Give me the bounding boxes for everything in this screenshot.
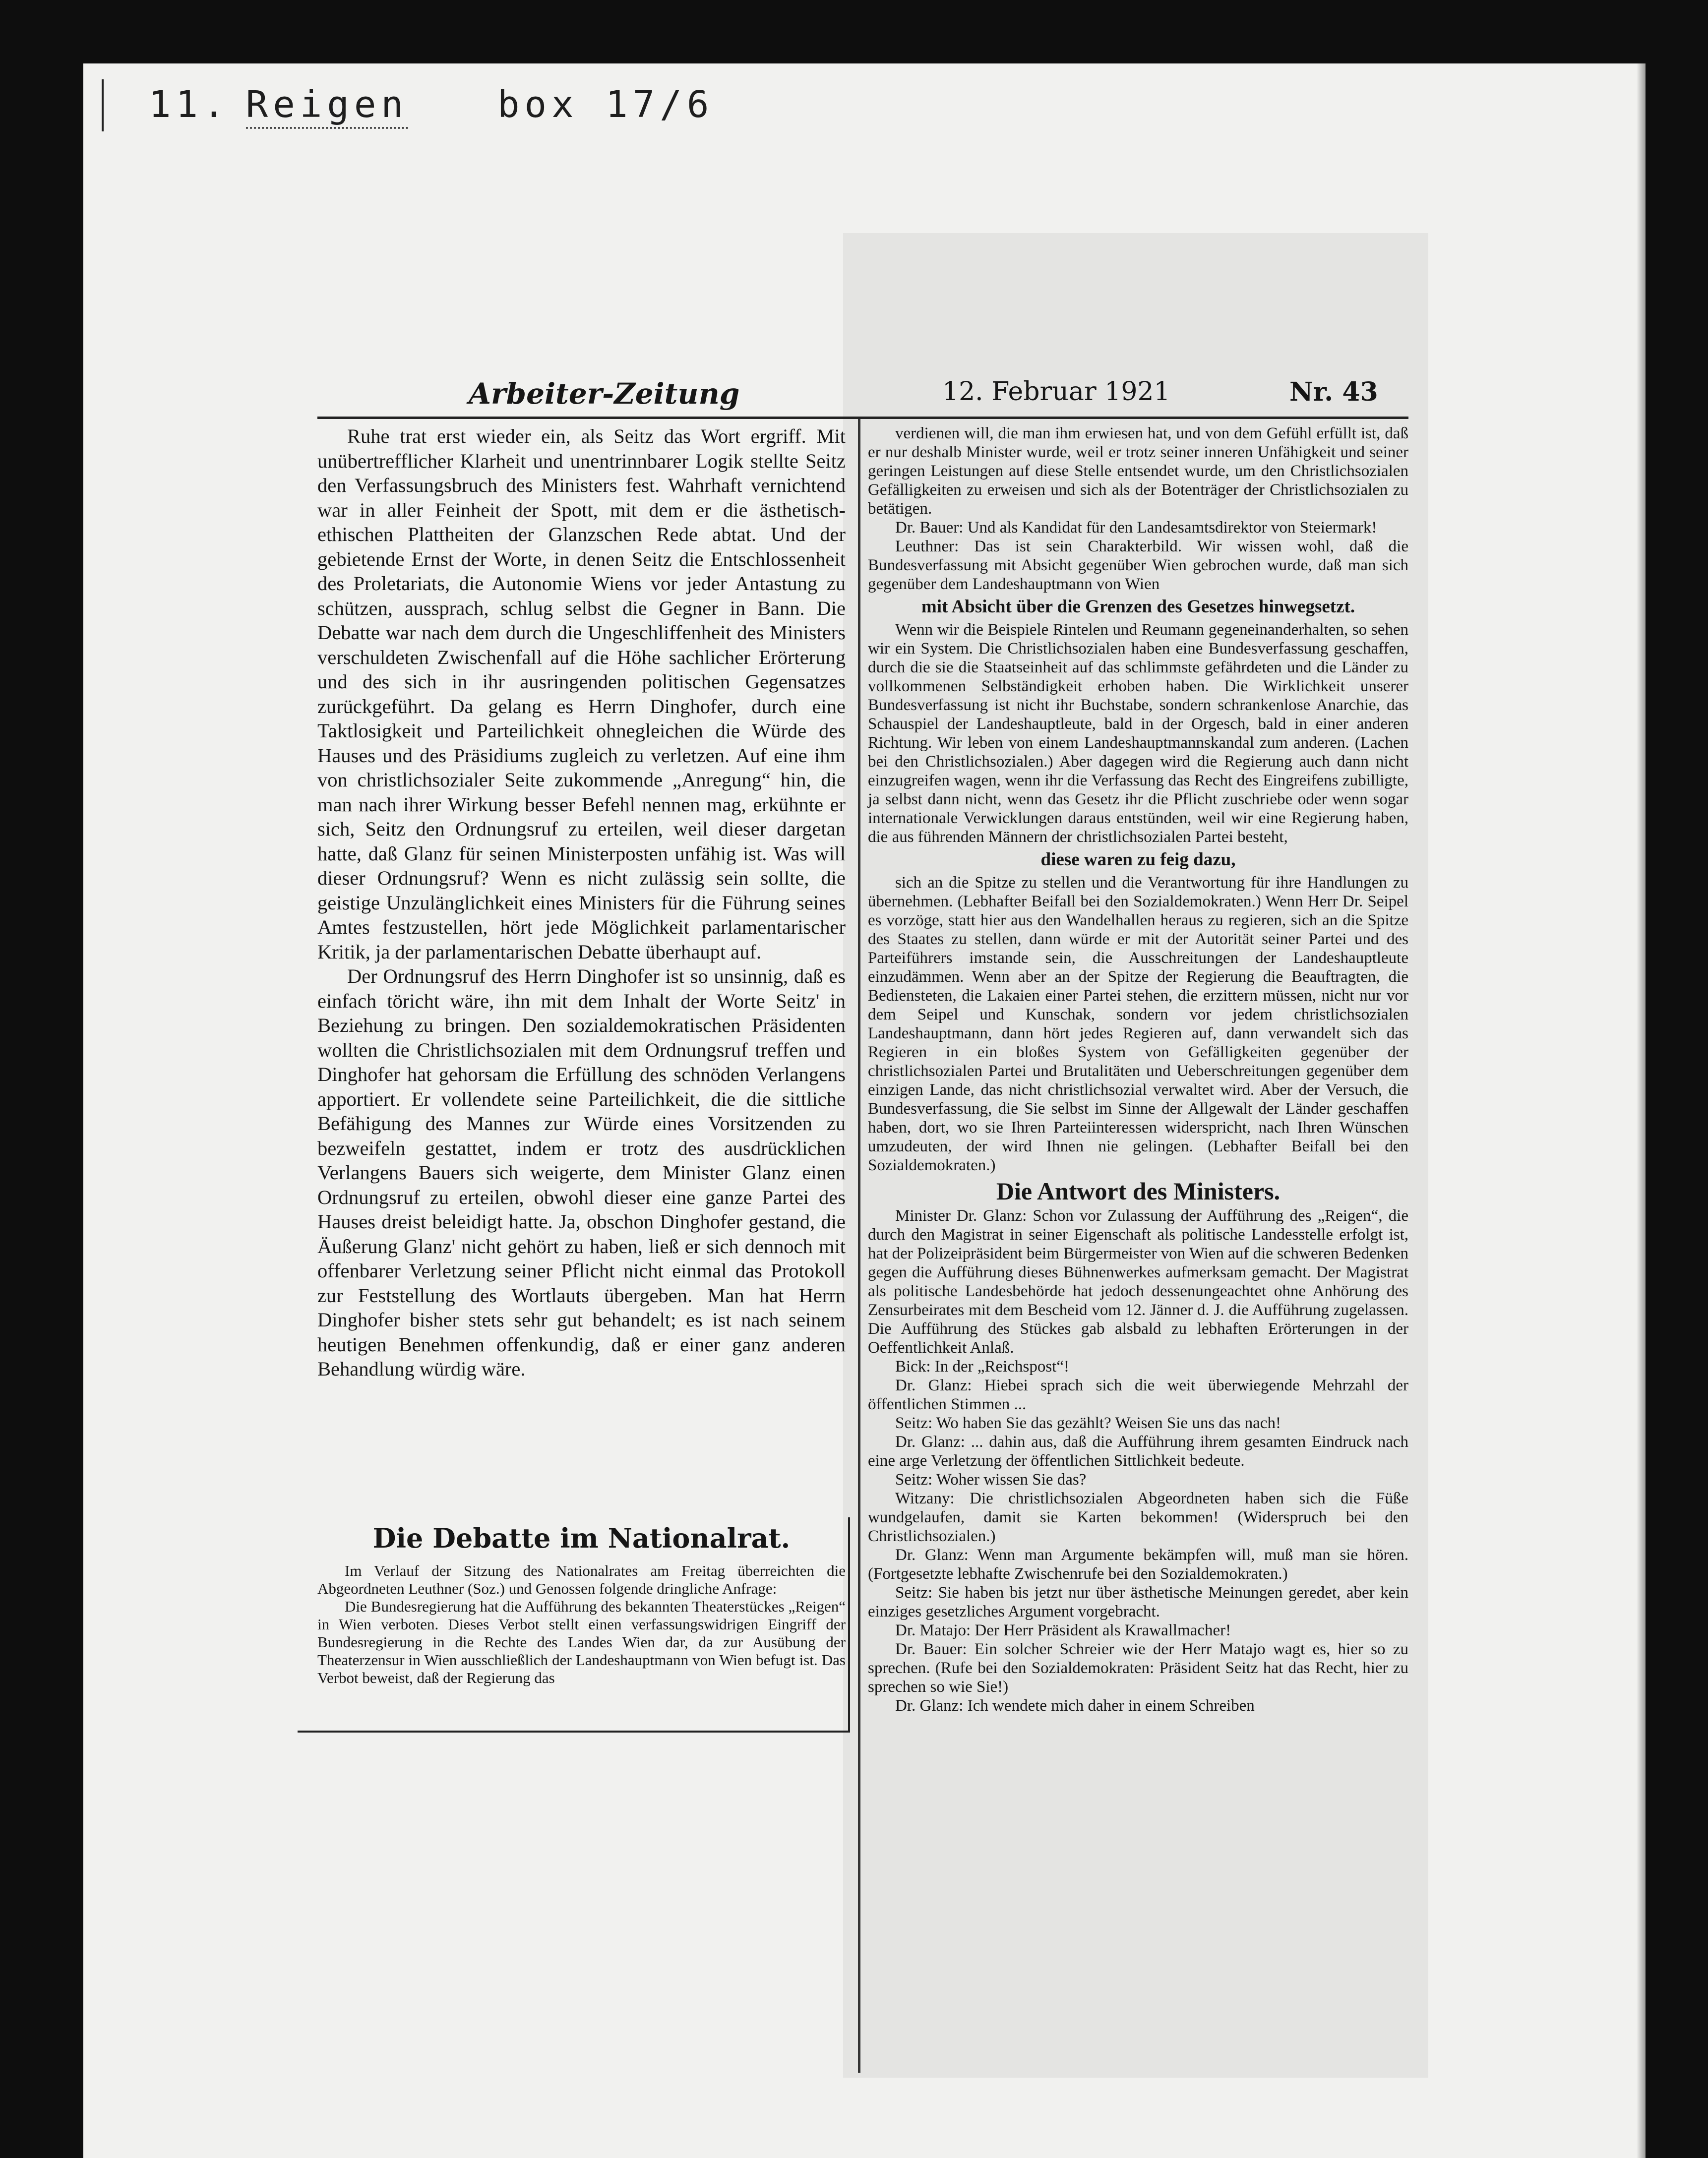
masthead-rule — [317, 417, 1408, 419]
right-paragraph: sich an die Spitze zu stellen und die Verantwortung für ihre Handlungen zu übernehmen. (Lebhafter Beifall bei den Sozialdemokraten.) Wenn Herr Dr. Seipel es vorzöge, statt hier aus den Wandelhallen heraus zu regieren, sich an die Spitze des Staates zu stellen, dann würde er mit der Autorität seiner Partei und des Parteiführers imstande sein, die Ausschreitungen der Landeshauptleute einzudämmen. Wenn aber an der Spitze der Regierung die Beauftragten, die Bediensteten, die Lakaien einer Partei stehen, die erzittern müssen, nicht nur vor dem Seipel und Kunschak, sondern vor jedem christlichsozialen Landeshauptmann, dann hört jedes Regieren auf, dann verwandelt sich das Regieren in ein bloßes System von Gefälligkeiten gegenüber der christlichsozialen Partei und Brutalitäten und Ueberschreitungen gegenüber dem einzigen Lande, das nicht christlichsozial verwaltet wird. Aber der Versuch, die Bundesverfassung, die Sie selbst im Sinne der Allgewalt der Länder geschaffen haben, dort, wo sie Ihren Parteiinteressen widerspricht, nach Ihren Wünschen umzudeuten, der wird Ihnen nie gelingen. (Lebhafter Beifall bei den Sozialdemokraten.) — [868, 874, 1408, 1174]
sheet-edge — [1637, 63, 1646, 2158]
folder-item-name: Reigen — [246, 83, 408, 129]
right-paragraph: Dr. Bauer: Und als Kandidat für den Landesamtsdirektor von Steiermark! — [895, 519, 1377, 537]
section-heading: Die Debatte im Nationalrat. — [372, 1522, 791, 1554]
masthead-date: 12. Februar 1921 — [942, 377, 1170, 407]
left-paragraph: Ruhe trat erst wieder ein, als Seitz das Wort ergriff. Mit unübertrefflicher Klarheit und unentrinnbarer Logik stellte Seitz den Verfassungsbruch des Ministers fest. Wahrhaft vernichtend war in aller Feinheit der Spott, mit dem er die ästhetisch-ethischen Plattheiten der Glanzschen Rede abtat. Und der gebietende Ernst der Worte, in denen Seitz die Entschlossenheit des Proletariats, die Autonomie Wiens vor jeder Antastung zu schützen, aussprach, schlug selbst die Gegner in Bann. Die Debatte war nach dem durch die Ungeschliffenheit des Ministers verschuldeten Zwischenfall auf die Höhe sachlicher Erörterung und des sich in ihr ausringenden politischen Gegensatzes zurückgeführt. Da gelang es Herrn Dinghofer, durch eine Taktlosigkeit und Parteilichkeit ohnegleichen die Würde des Hauses und des Präsidiums zugleich zu verletzen. Auf eine ihm von christlichsozialer Seite zukommende „Anregung“ hin, die man nach ihrer Wirkung besser Befehl nennen mag, erkühnte er sich, Seitz den Ordnungsruf zu erteilen, weil dieser dargetan hatte, daß Glanz für seinen Ministerposten unfähig ist. Was will dieser Ordnungsruf? Wenn es nicht zulässig sein sollte, die geistige Unzulänglichkeit eines Ministers für die Führung seines Amtes festzustellen, hört jede Möglichkeit parlamentarischer Kritik, ja der parlamentarischen Debatte überhaupt auf. — [317, 425, 846, 963]
right-paragraph: Dr. Matajo: Der Herr Präsident als Krawallmacher! — [895, 1621, 1231, 1639]
folder-box-ref: box 17/6 — [497, 83, 714, 126]
right-column — [868, 424, 1408, 1715]
section-body — [317, 1562, 846, 1687]
right-paragraph: verdienen will, die man ihm erwiesen hat, und von dem Gefühl erfüllt ist, daß er nur deshalb Minister wurde, weil er trotz seiner inneren Unfähigkeit und seiner geringen Leistungen auf diese Stelle entsendet wurde, um den Christlichsozialen Gefälligkeiten zu erweisen und sich als der Botenträger der Christlichsozialen zu betätigen. — [868, 424, 1408, 518]
right-paragraph: Wenn wir die Beispiele Rintelen und Reumann gegeneinanderhalten, so sehen wir ein System. Die Christlichsozialen haben eine Bundesverfassung geschaffen, durch die sie die Staatseinheit auf das schlimmste gefährdeten und die Länder zu vollkommenen Selbständigkeit erhoben haben. Die Wirklichkeit unserer Bundesverfassung ist nicht ihr Buchstabe, sondern schrankenlose Anarchie, das Schauspiel der Landeshauptleute, bald in der Orgesch, bald in einer anderen Richtung. Wir leben von einem Landeshauptmannskandal zum anderen. (Lachen bei den Christlichsozialen.) Aber dagegen wird die Regierung auch dann nicht einzugreifen wagen, wenn ihr die Verfassung das Recht des Eingreifens zubilligte, ja selbst dann nicht, wenn das Gesetz ihr die Pflicht zuschriebe oder wenn sogar internationale Verwicklungen daraus entstünden, weil wir eine Regierung haben, die aus führenden Männern der christlichsozialen Partei besteht, — [868, 621, 1408, 846]
bold-phrase: mit Absicht über die Grenzen des Gesetzes hinwegsetzt. — [921, 597, 1355, 617]
column-rule — [858, 419, 860, 2073]
section-paragraph: Im Verlauf der Sitzung des Nationalrates am Freitag überreichten die Abgeordneten Leuthner (Soz.) und Genossen folgende dringliche Anfrage: — [317, 1562, 846, 1597]
bold-phrase: diese waren zu feig dazu, — [1040, 849, 1236, 870]
right-paragraph: Dr. Glanz: ... dahin aus, daß die Aufführung ihrem gesamten Eindruck nach eine arge Verletzung der öffentlichen Sittlichkeit bedeute. — [868, 1433, 1408, 1470]
right-paragraph: Minister Dr. Glanz: Schon vor Zulassung der Aufführung des „Reigen“, die durch den Magistrat in seiner Eigenschaft als politische Landesstelle erfolgt ist, hat der Polizeipräsident beim Bürgermeister von Wien auf die schweren Bedenken gegen die Aufführung dieses Bühnenwerkes aufmerksam gemacht. Der Magistrat als politische Landesbehörde hat jedoch dessenungeachtet ohne Anhörung des Zensurbeirates mit dem Bescheid vom 12. Jänner d. J. die Aufführung zugelassen. Die Aufführung des Stückes gab alsbald zu lebhaften Erörterungen in der Oeffentlichkeit Anlaß. — [868, 1207, 1408, 1357]
right-paragraph: Seitz: Wo haben Sie das gezählt? Weisen Sie uns das nach! — [895, 1414, 1281, 1432]
right-paragraph: Witzany: Die christlichsozialen Abgeordneten haben sich die Füße wundgelaufen, damit sie Karten bekommen! (Widerspruch bei den Christlichsozialen.) — [868, 1490, 1408, 1545]
right-paragraph: Dr. Bauer: Ein solcher Schreier wie der Herr Matajo wagt es, hier so zu sprechen. (Rufe bei den Sozialdemokraten: Präsident Seitz hat das Recht, hier zu sprechen so wie Sie!) — [868, 1640, 1408, 1696]
section-paragraph: Die Bundesregierung hat die Aufführung des bekannten Theaterstückes „Reigen“ in Wien verboten. Dieses Verbot stellt einen verfassungswidrigen Eingriff der Bundesregierung in die Rechte des Landes Wien dar, da zur Ausübung der Theaterzensur in Wien ausschließlich der Landeshauptmann von Wien befugt ist. Das Verbot beweist, daß der Regierung das — [317, 1598, 846, 1686]
right-paragraph: Seitz: Woher wissen Sie das? — [895, 1471, 1087, 1489]
left-paragraph: Der Ordnungsruf des Herrn Dinghofer ist so unsinnig, daß es einfach töricht wäre, ihn mit dem Inhalt der Worte Seitz' in Beziehung zu bringen. Den sozialdemokratischen Präsidenten wollten die Christlichsozialen mit dem Ordnungsruf treffen und Dinghofer hat gehorsam die Erfüllung des schnöden Verlangens apportiert. Er vollendete seine Parteilichkeit, die die sittliche Befähigung des Mannes zur Würde eines Vorsitzenden zu bezweifeln gestattet, indem er trotz des ausdrücklichen Verlangens Bauers sich weigerte, dem Minister Glanz einen Ordnungsruf zu erteilen, obwohl dieser eine ganze Partei des Hauses dreist beleidigt hatte. Ja, obschon Dinghofer gestand, die Äußerung Glanz' nicht gehört zu haben, ließ er sich dennoch mit offenbarer Verletzung seiner Pflicht nicht einmal das Protokoll zur Feststellung des Wortlauts übergeben. Man hat Herrn Dinghofer bisher stets sehr gut behandelt; es ist nach seinem heutigen Benehmen offenkundig, daß er einer ganz anderen Behandlung würdig wäre. — [317, 965, 846, 1380]
right-paragraph: Bick: In der „Reichspost“! — [895, 1358, 1069, 1376]
masthead-newspaper: Arbeiter-Zeitung — [469, 377, 740, 411]
folder-number: 11. — [149, 83, 230, 126]
right-paragraph: Seitz: Sie haben bis jetzt nur über ästhetische Meinungen geredet, aber kein einziges gesetzliches Argument vorgebracht. — [868, 1584, 1408, 1620]
right-paragraph: Dr. Glanz: Wenn man Argumente bekämpfen will, muß man sie hören. (Fortgesetzte lebhafte Zwischenrufe bei den Sozialdemokraten.) — [868, 1546, 1408, 1583]
right-paragraph: Dr. Glanz: Hiebei sprach sich die weit überwiegende Mehrzahl der öffentlichen Stimmen ... — [868, 1377, 1408, 1413]
right-paragraph: Leuthner: Das ist sein Charakterbild. Wir wissen wohl, daß die Bundesverfassung mit Absicht gegenüber Wien gebrochen wurde, daß man sich gegenüber dem Landeshauptmann von Wien — [868, 538, 1408, 593]
folder-label — [149, 83, 714, 133]
left-column — [317, 424, 846, 1381]
subheading: Die Antwort des Ministers. — [996, 1177, 1281, 1205]
label-margin-bar — [102, 79, 104, 131]
right-paragraph: Dr. Glanz: Ich wendete mich daher in einem Schreiben — [895, 1697, 1255, 1715]
newspaper-clipping — [298, 367, 1408, 2073]
masthead-issue: Nr. 43 — [1289, 377, 1378, 407]
